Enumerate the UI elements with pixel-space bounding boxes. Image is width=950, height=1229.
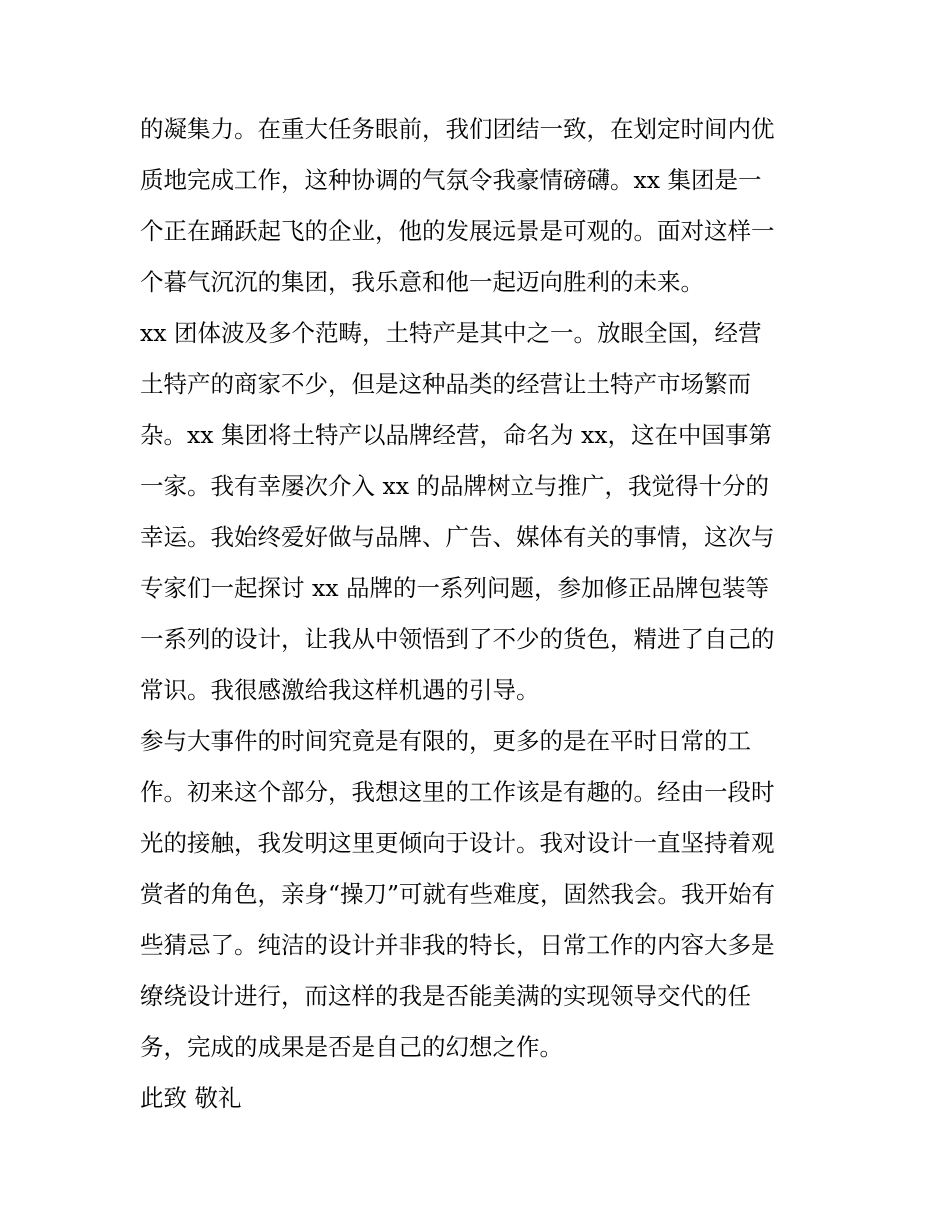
text-line: 质地完成工作，这种协调的气氛令我豪情磅礴。xx 集团是一	[140, 166, 762, 194]
text-line: 幸运。我始终爱好做与品牌、广告、媒体有关的事情，这次与	[140, 523, 775, 551]
text-line: 一系列的设计，让我从中领悟到了不少的货色，精进了自己的	[140, 625, 775, 653]
text-line: 的凝集力。在重大任务眼前，我们团结一致，在划定时间内优	[140, 115, 775, 143]
text-line: 光的接触，我发明这里更倾向于设计。我对设计一直坚持着观	[140, 829, 775, 857]
text-line: 此致 敬礼	[140, 1084, 242, 1112]
text-line: 专家们一起探讨 xx 品牌的一系列问题，参加修正品牌包装等	[140, 574, 769, 602]
text-line: 杂。xx 集团将土特产以品牌经营，命名为 xx，这在中国事第	[140, 421, 772, 449]
text-line: 个暮气沉沉的集团，我乐意和他一起迈向胜利的未来。	[140, 268, 704, 296]
text-line: 作。初来这个部分，我想这里的工作该是有趣的。经由一段时	[140, 778, 775, 806]
text-line: 缭绕设计进行，而这样的我是否能美满的实现领导交代的任	[140, 982, 751, 1010]
text-line: 务，完成的成果是否是自己的幻想之作。	[140, 1033, 563, 1061]
closing-salutation	[140, 1073, 830, 1124]
text-line: 参与大事件的时间究竟是有限的，更多的是在平时日常的工	[140, 727, 751, 755]
document-body	[140, 104, 830, 1124]
text-line: 赏者的角色，亲身“操刀”可就有些难度，固然我会。我开始有	[140, 880, 776, 908]
text-line: 一家。我有幸屡次介入 xx 的品牌树立与推广，我觉得十分的	[140, 472, 769, 500]
paragraph-2	[140, 308, 830, 716]
text-line: xx 团体波及多个范畴，土特产是其中之一。放眼全国，经营	[140, 319, 762, 347]
text-line: 常识。我很感激给我这样机遇的引导。	[140, 676, 540, 704]
text-line: 些猜忌了。纯洁的设计并非我的特长，日常工作的内容大多是	[140, 931, 775, 959]
text-line: 土特产的商家不少，但是这种品类的经营让土特产市场繁而	[140, 370, 751, 398]
text-line: 个正在踊跃起飞的企业，他的发展远景是可观的。面对这样一	[140, 217, 775, 245]
paragraph-3	[140, 716, 830, 1073]
paragraph-1	[140, 104, 830, 308]
